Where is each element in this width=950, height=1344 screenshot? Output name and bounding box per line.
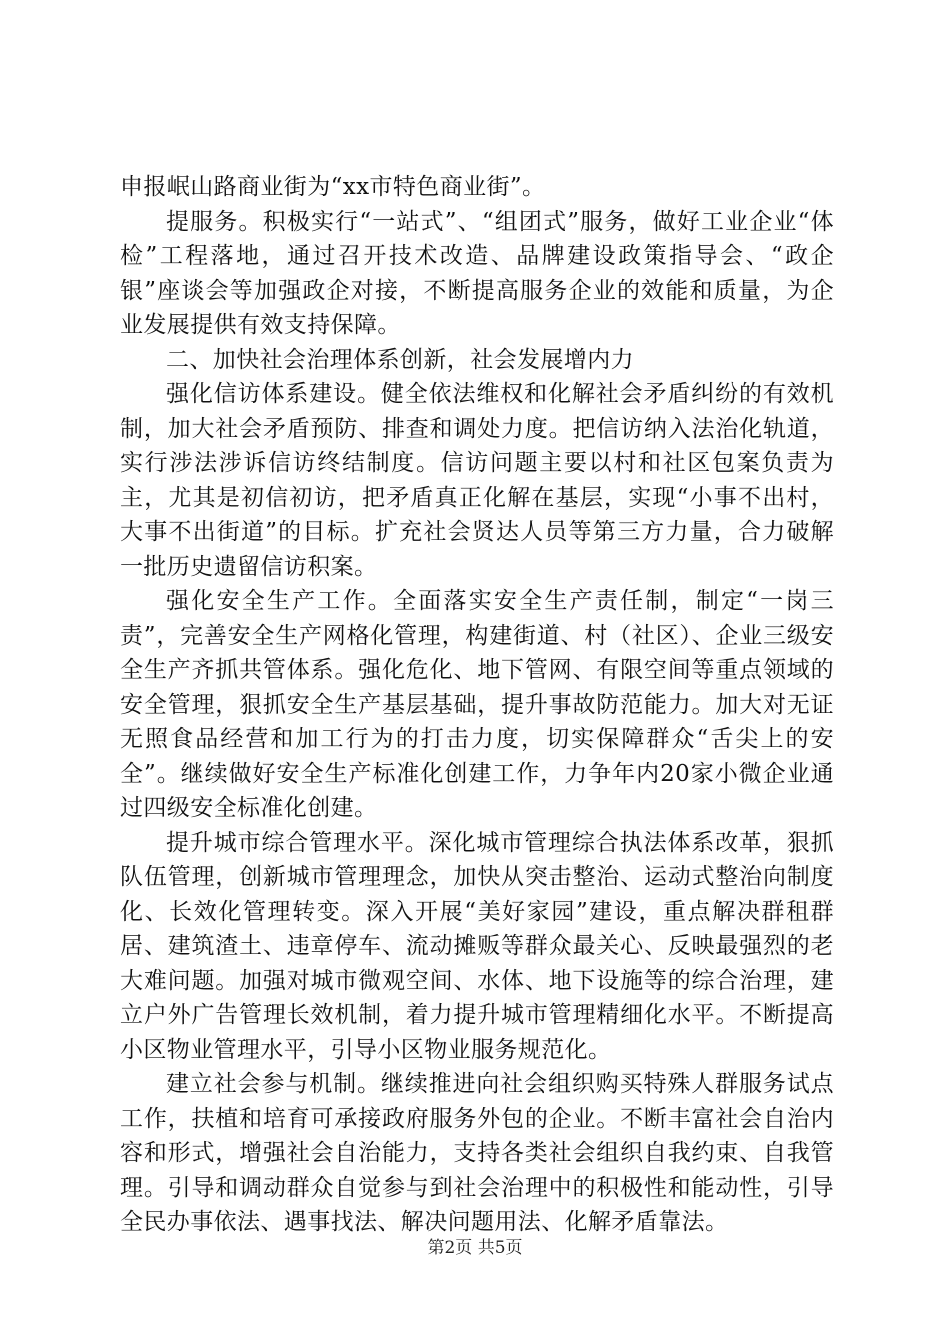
paragraph-petition-system: 强化信访体系建设。健全依法维权和化解社会矛盾纠纷的有效机制，加大社会矛盾预防、排查和调处力度。把信访纳入法治化轨道，实行涉法涉诉信访终结制度。信访问题主要以村和社区包案负责为主，尤其是初信初访，把矛盾真正化解在基层，实现“小事不出村，大事不出街道”的目标。扩充社会贤达人员等第三方力量，合力破解一批历史遗留信访积案。 [120, 381, 834, 580]
paragraph-city-management: 提升城市综合管理水平。深化城市管理综合执法体系改革，狠抓队伍管理，创新城市管理理念，加快从突击整治、运动式整治向制度化、长效化管理转变。深入开展“美好家园”建设，重点解决群租群居、建筑渣土、违章停车、流动摊贩等群众最关心、反映最强烈的老大难问题。加强对城市微观空间、水体、地下设施等的综合治理，建立户外广告管理长效机制，着力提升城市管理精细化水平。不断提高小区物业管理水平，引导小区物业服务规范化。 [120, 829, 834, 1063]
paragraph-service: 提服务。积极实行“一站式”、“组团式”服务，做好工业企业“体检”工程落地，通过召开技术改造、品牌建设政策指导会、“政企银”座谈会等加强政企对接，不断提高服务企业的效能和质量，为企业发展提供有效支持保障。 [120, 208, 834, 338]
page-number-footer: 第2页 共5页 [427, 1238, 523, 1258]
document-body [120, 170, 834, 1240]
paragraph-social-participation: 建立社会参与机制。继续推进向社会组织购买特殊人群服务试点工作，扶植和培育可承接政府服务外包的企业。不断丰富社会自治内容和形式，增强社会自治能力，支持各类社会组织自我约束、自我管理。引导和调动群众自觉参与到社会治理中的积极性和能动性，引导全民办事依法、遇事找法、解决问题用法、化解矛盾靠法。 [120, 1071, 834, 1235]
paragraph-continuation: 申报岷山路商业街为“xx市特色商业街”。 [120, 174, 546, 200]
section-heading: 二、加快社会治理体系创新，社会发展增内力 [166, 346, 634, 373]
paragraph-work-safety: 强化安全生产工作。全面落实安全生产责任制，制定“一岗三责”，完善安全生产网格化管理，构建街道、村（社区）、企业三级安全生产齐抓共管体系。强化危化、地下管网、有限空间等重点领域的安全管理，狠抓安全生产基层基础，提升事故防范能力。加大对无证无照食品经营和加工行为的打击力度，切实保障群众“舌尖上的安全”。继续做好安全生产标准化创建工作，力争年内20家小微企业通过四级安全标准化创建。 [120, 588, 834, 821]
